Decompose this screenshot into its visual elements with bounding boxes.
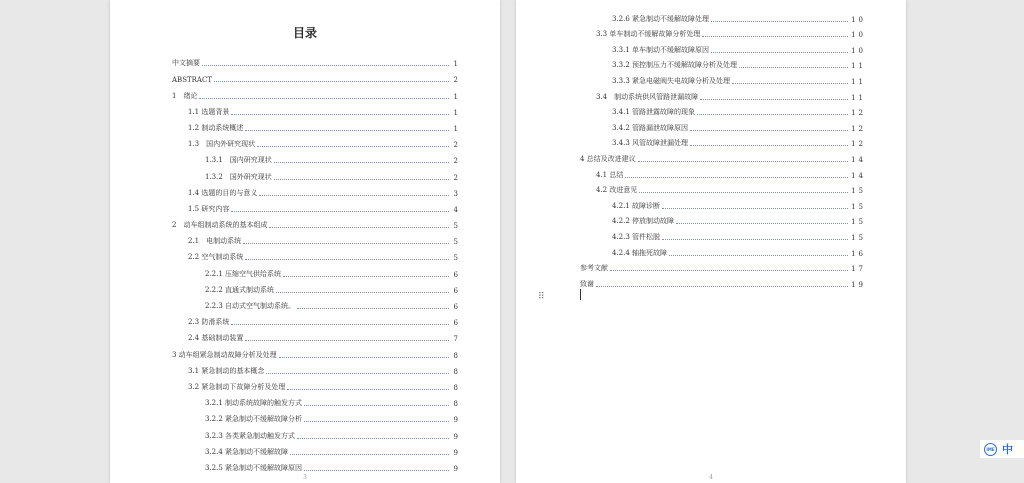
toc-entry[interactable]: [516, 55, 866, 71]
toc-entry[interactable]: [516, 8, 866, 24]
toc-entry[interactable]: [110, 117, 458, 133]
toc-entry-page: 8: [453, 400, 458, 409]
toc-entry-page: 10: [851, 15, 866, 24]
toc-entry-page: 1: [453, 60, 458, 69]
toc-entry-title[interactable]: 3.4.3 风管故障泄漏处理: [612, 139, 689, 148]
toc-entry-page: 9: [453, 432, 458, 441]
toc-entry-title[interactable]: 3.4.2 管路漏泄故障原因: [612, 123, 689, 132]
toc-entry-title[interactable]: 4.1 总结: [596, 170, 624, 179]
toc-entry-title[interactable]: 3.3.2 预控制压力不缓解故障分析及处理: [612, 61, 738, 70]
toc-entry-page: 12: [851, 140, 866, 149]
ime-logo-icon: IME: [984, 443, 997, 456]
toc-entry-page: 15: [851, 187, 866, 196]
toc-entry[interactable]: [516, 133, 866, 149]
toc-entry-title[interactable]: 2.2 空气制动系统: [188, 253, 244, 262]
toc-entry-page: 9: [453, 416, 458, 425]
toc-entry-title[interactable]: 致谢: [580, 279, 594, 288]
toc-entry[interactable]: [110, 457, 458, 473]
toc-entry-page: 10: [851, 31, 866, 40]
toc-entry-title[interactable]: 3.3.1 单车制动不缓解故障原因: [612, 45, 710, 54]
toc-entry-page: 2: [453, 157, 458, 166]
toc-entry-title[interactable]: 中文摘要: [172, 59, 200, 68]
toc-entry[interactable]: [110, 376, 458, 392]
toc-entry[interactable]: [110, 262, 458, 278]
toc-entry[interactable]: [110, 84, 458, 100]
leader-dots: [702, 36, 848, 37]
toc-entry[interactable]: [110, 295, 458, 311]
leader-dots: [304, 421, 449, 422]
toc-entry-title[interactable]: 3.2 紧急制动下故障分析及处理: [188, 382, 286, 391]
ime-language[interactable]: 中: [1002, 443, 1013, 456]
toc-entry-title[interactable]: 3.2.3 各类紧急制动触发方式: [205, 431, 296, 440]
leader-dots: [662, 208, 848, 209]
toc-entry-title[interactable]: 4.2.3 管件松脱: [612, 232, 661, 241]
leader-dots: [596, 286, 848, 287]
toc-entry-page: 6: [453, 319, 458, 328]
toc-entry-title[interactable]: 3.3.3 紧急电磁阀失电故障分析及处理: [612, 76, 731, 85]
toc-entry-title[interactable]: 1.2 制动系统概述: [188, 123, 244, 132]
leader-dots: [231, 211, 449, 212]
toc-entry[interactable]: [516, 164, 866, 180]
toc-entry-page: 5: [453, 254, 458, 263]
toc-entry[interactable]: [110, 230, 458, 246]
toc-entry[interactable]: [516, 273, 866, 289]
toc-entry-page: 6: [453, 303, 458, 311]
toc-entry[interactable]: [516, 148, 866, 164]
toc-entry-title[interactable]: 3 动车组紧急制动故障分析及处理: [172, 350, 277, 359]
leader-dots: [711, 52, 848, 53]
document-page-4: [516, 0, 906, 483]
leader-dots: [304, 405, 449, 406]
toc-entry[interactable]: [110, 101, 458, 117]
toc-entry-page: 1: [453, 124, 458, 133]
toc-entry-title[interactable]: 1.5 研究内容: [188, 204, 230, 213]
toc-entry[interactable]: [110, 165, 458, 181]
toc-entry-title[interactable]: 3.2.2 紧急制动不缓解故障分析: [205, 415, 303, 424]
leader-dots: [662, 239, 848, 240]
leader-dots: [290, 454, 449, 455]
toc-entry[interactable]: [516, 180, 866, 196]
toc-entry[interactable]: [110, 311, 458, 327]
toc-entry[interactable]: [110, 327, 458, 343]
toc-entry-title[interactable]: 1.3.2 国外研究现状: [205, 172, 272, 181]
toc-entry-title[interactable]: 2.2.3 自动式空气制动系统。: [205, 302, 296, 310]
toc-entry-page: 2: [453, 173, 458, 182]
toc-entry-page: 14: [851, 171, 866, 180]
toc-entry-page: 10: [851, 46, 866, 55]
toc-entry-page: 11: [851, 62, 866, 71]
leader-dots: [287, 389, 449, 390]
leader-dots: [279, 357, 449, 358]
toc-entry[interactable]: [110, 441, 458, 457]
toc-entry-title[interactable]: 2.2.1 压缩空气供给系统: [205, 269, 282, 278]
leader-dots: [610, 270, 848, 271]
toc-entry[interactable]: [110, 246, 458, 262]
drag-handle-icon[interactable]: ⠿: [538, 292, 545, 302]
leader-dots: [274, 162, 449, 163]
page-number: 3: [303, 474, 307, 481]
toc-entry-page: 17: [851, 265, 866, 274]
leader-dots: [266, 373, 449, 374]
document-page-3: [110, 0, 500, 483]
toc-entry[interactable]: [516, 24, 866, 40]
leader-dots: [276, 292, 449, 293]
toc-entry-page: 5: [453, 222, 458, 231]
toc-entry[interactable]: [110, 392, 458, 408]
toc-entry[interactable]: [110, 279, 458, 295]
toc-entry-title[interactable]: 1 绪论: [172, 91, 198, 100]
toc-list: [516, 8, 906, 289]
toc-entry-title[interactable]: 1.3.1 国内研究现状: [205, 156, 272, 165]
leader-dots: [625, 177, 848, 178]
toc-entry[interactable]: [110, 133, 458, 149]
leader-dots: [259, 195, 449, 196]
leader-dots: [711, 21, 848, 22]
toc-entry[interactable]: [516, 39, 866, 55]
toc-entry-title[interactable]: 4.2.1 故障诊断: [612, 201, 661, 210]
toc-entry-title[interactable]: 3.1 紧急制动的基本概念: [188, 366, 265, 375]
toc-entry[interactable]: [516, 86, 866, 102]
toc-entry-title[interactable]: 3.4.1 管路泄露故障的现象: [612, 108, 696, 117]
toc-entry[interactable]: [516, 102, 866, 118]
toc-entry[interactable]: [110, 424, 458, 440]
toc-entry-title[interactable]: 1.1 选题背景: [188, 107, 230, 116]
toc-entry[interactable]: [516, 226, 866, 242]
leader-dots: [257, 146, 449, 147]
leader-dots: [283, 276, 449, 277]
toc-entry-page: 12: [851, 124, 866, 133]
toc-entry-page: 19: [851, 280, 866, 289]
leader-dots: [732, 83, 848, 84]
toc-entry-title[interactable]: 4.2 改进意见: [596, 186, 638, 195]
leader-dots: [245, 130, 449, 131]
toc-entry[interactable]: [110, 149, 458, 165]
toc-entry[interactable]: [516, 117, 866, 133]
toc-entry[interactable]: [110, 214, 458, 230]
leader-dots: [304, 470, 449, 471]
leader-dots: [199, 98, 449, 99]
toc-entry-page: 8: [453, 351, 458, 360]
toc-entry[interactable]: [110, 360, 458, 376]
toc-entry-page: 11: [851, 77, 866, 86]
toc-entry-title[interactable]: 1.3 国内外研究现状: [188, 140, 256, 149]
toc-title: 目录: [292, 26, 317, 40]
toc-entry[interactable]: [110, 52, 458, 68]
toc-entry-title[interactable]: 1.4 选题的目的与意义: [188, 188, 258, 197]
toc-entry[interactable]: [110, 182, 458, 198]
toc-entry-title[interactable]: 参考文献: [580, 264, 608, 273]
leader-dots: [245, 259, 449, 260]
toc-entry-title[interactable]: 2.2.2 直通式制动系统: [205, 285, 275, 294]
leader-dots: [638, 161, 848, 162]
leader-dots: [297, 438, 449, 439]
toc-entry-title[interactable]: 3.2.4 紧急制动不缓解故障: [205, 447, 289, 456]
leader-dots: [697, 114, 848, 115]
toc-entry[interactable]: [516, 211, 866, 227]
toc-entry-page: 14: [851, 155, 866, 164]
toc-entry-page: 15: [851, 233, 866, 242]
toc-entry-page: 15: [851, 202, 866, 211]
toc-entry-page: 6: [453, 286, 458, 295]
toc-entry-title[interactable]: 4 总结及改进建议: [580, 154, 636, 163]
leader-dots: [676, 223, 848, 224]
toc-entry[interactable]: [516, 258, 866, 274]
toc-list: [110, 52, 500, 473]
toc-entry-page: 4: [453, 205, 458, 214]
toc-entry-title[interactable]: 2.4 基础制动装置: [188, 334, 244, 343]
toc-entry-page: 5: [453, 238, 458, 247]
toc-entry-page: 2: [453, 76, 458, 85]
toc-entry[interactable]: [110, 198, 458, 214]
toc-entry-page: 7: [453, 335, 458, 344]
leader-dots: [297, 308, 449, 309]
toc-entry-title[interactable]: 3.2.5 紧急制动不缓解故障原因: [205, 463, 303, 472]
leader-dots: [231, 114, 449, 115]
toc-entry-page: 11: [851, 93, 866, 102]
toc-entry-title[interactable]: 2.3 防滑系统: [188, 318, 230, 327]
leader-dots: [245, 340, 449, 341]
page-number: 4: [709, 474, 713, 481]
leader-dots: [690, 130, 848, 131]
toc-entry-title[interactable]: 3.2.6 紧急制动不缓解故障处理: [612, 14, 710, 23]
toc-entry[interactable]: [110, 343, 458, 359]
toc-entry[interactable]: [516, 195, 866, 211]
toc-entry-page: 15: [851, 218, 866, 227]
toc-entry-page: 9: [453, 448, 458, 457]
toc-entry-title[interactable]: 3.2.1 制动系统故障的触发方式: [205, 399, 303, 408]
leader-dots: [274, 179, 449, 180]
toc-entry-page: 3: [453, 189, 458, 198]
toc-entry-title[interactable]: 4.2.4 轴拖死故障: [612, 248, 668, 257]
ime-toolbar[interactable]: [980, 440, 1024, 458]
leader-dots: [669, 255, 848, 256]
leader-dots: [739, 67, 848, 68]
leader-dots: [231, 324, 449, 325]
leader-dots: [202, 65, 449, 66]
leader-dots: [700, 99, 848, 100]
toc-entry-page: 2: [453, 141, 458, 150]
toc-entry[interactable]: [110, 408, 458, 424]
toc-entry-page: 8: [453, 383, 458, 392]
toc-entry-page: 6: [453, 270, 458, 279]
toc-entry-page: 1: [453, 92, 458, 101]
leader-dots: [269, 227, 449, 228]
toc-entry-page: 1: [453, 108, 458, 117]
toc-entry[interactable]: [110, 68, 458, 84]
leader-dots: [639, 192, 848, 193]
toc-entry-page: 12: [851, 109, 866, 118]
leader-dots: [243, 243, 449, 244]
leader-dots: [690, 145, 848, 146]
toc-entry-title[interactable]: ABSTRACT: [172, 76, 213, 85]
toc-entry-title[interactable]: 2 动车组制动系统的基本组成: [172, 221, 268, 230]
toc-entry[interactable]: [516, 242, 866, 258]
toc-entry-title[interactable]: 4.2.2 停放制动故障: [612, 217, 675, 226]
toc-entry-page: 16: [851, 249, 866, 258]
text-cursor: [580, 289, 581, 300]
toc-entry[interactable]: [516, 70, 866, 86]
toc-entry-title[interactable]: 3.3 单车制动不缓解故障分析处理: [596, 30, 701, 39]
toc-entry-page: 8: [453, 367, 458, 376]
toc-entry-title[interactable]: 2.1 电制动系统: [188, 237, 242, 246]
toc-entry-page: 9: [453, 464, 458, 473]
leader-dots: [214, 81, 449, 82]
toc-entry-title[interactable]: 3.4 制动系统供风管路泄漏故障: [596, 92, 699, 101]
